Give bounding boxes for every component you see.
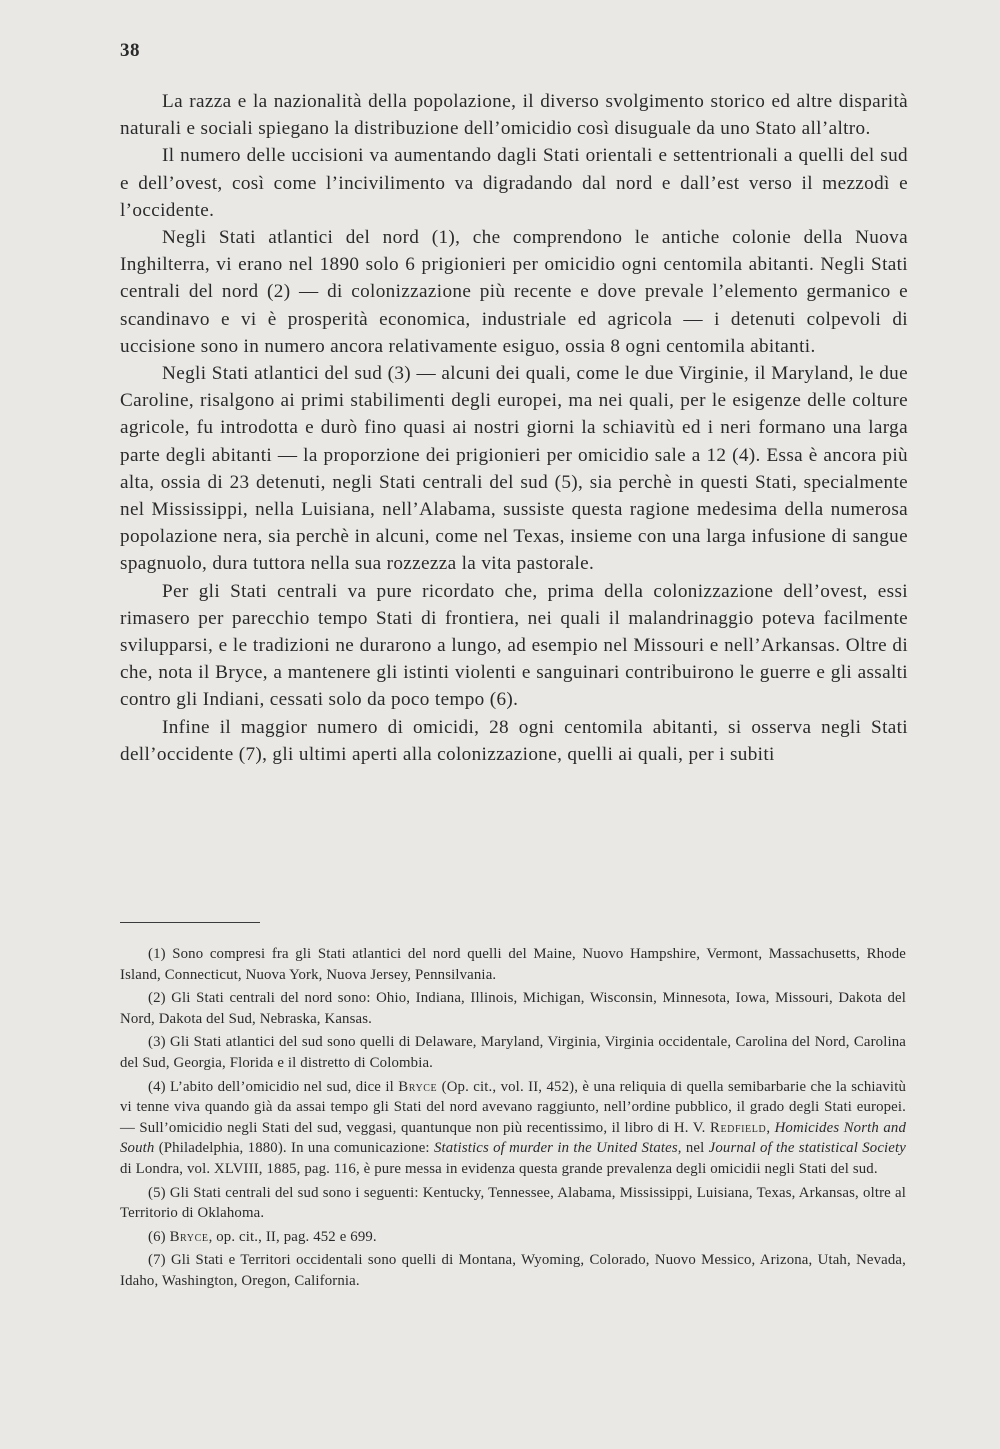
footnote-text: , [766, 1119, 775, 1136]
main-text [120, 88, 908, 768]
paragraph: Per gli Stati centrali va pure ricordato che, prima della colonizzazione dell’ovest, essi rimasero per parecchio tempo Stati di frontiera, nei quali il malandrinaggio poteva facilmente svilupparsi, e le tradizioni ne durarono a lungo, ad esempio nel Missouri e nell’Arkansas. Oltre di che, nota il Bryce, a mantenere gli istinti violenti e sanguinari contribuirono le guerre e gli assalti contro gli Indiani, cessati solo da poco tempo (6). [120, 580, 908, 711]
footnote-2: (2) Gli Stati centrali del nord sono: Ohio, Indiana, Illinois, Michigan, Wisconsin, Minnesota, Iowa, Missouri, Dakota del Nord, Dakota del Sud, Nebraska, Kansas. [120, 990, 906, 1027]
book-title: Homicides North and South [120, 1119, 907, 1157]
paragraph: Negli Stati atlantici del sud (3) — alcuni dei quali, come le due Virginie, il Maryland, le due Caroline, risalgono ai primi stabilimenti degli europei, ma nei quali, per le esigenze delle colture agricole, fu introdotta e durò fino quasi ai nostri giorni la schiavitù ed i neri formano una larga parte degli abitanti — la proporzione dei prigionieri per omicidio sale a 12 (4). Essa è ancora più alta, ossia di 23 detenuti, negli Stati centrali del sud (5), sia perchè in questi Stati, specialmente nel Mississippi, nella Luisiana, nell’Alabama, sussiste questa ragione medesima della numerosa popolazione nera, sia perchè in alcuni, come nel Texas, insieme con una larga infusione di sangue spagnuolo, dura tuttora nella sua rozzezza la vita pastorale. [120, 363, 908, 575]
paragraph: Infine il maggior numero di omicidi, 28 ogni centomila abitanti, si osserva negli Stati dell’occidente (7), gli ultimi aperti alla colonizzazione, quelli ai quali, per i subiti [120, 716, 908, 765]
author-name: Redfield [709, 1119, 767, 1136]
paragraph: Il numero delle uccisioni va aumentando dagli Stati orientali e settentrionali a quelli del sud e dell’ovest, così come l’incivilimento va digradando dal nord e dall’est verso il mezzodì e l’occidente. [120, 145, 908, 221]
author-name: Bryce [398, 1078, 438, 1095]
footnote-text: (Philadelphia, 1880). In una comunicazione: [154, 1140, 434, 1157]
footnote-5: (5) Gli Stati centrali del sud sono i seguenti: Kentucky, Tennessee, Alabama, Mississippi, Luisiana, Texas, Arkansas, oltre al Territorio di Oklahoma. [120, 1184, 906, 1222]
footnote-separator [120, 922, 260, 923]
journal-title: Journal of the statistical Society [708, 1140, 906, 1157]
footnotes [120, 944, 906, 1295]
footnote-text: , nel [677, 1140, 709, 1157]
paragraph: Negli Stati atlantici del nord (1), che comprendono le antiche colonie della Nuova Inghilterra, vi erano nel 1890 solo 6 prigionieri per omicidio ogni centomila abitanti. Negli Stati centrali del nord (2) — di colonizzazione più recente e dove prevale l’elemento germanico e scandinavo e vi è prosperità economica, industriale ed agricola — i detenuti colpevoli di uccisione sono in numero ancora relativamente esiguo, ossia 8 ogni centomila abitanti. [120, 227, 908, 357]
footnote-text: (4) L’abito dell’omicidio nel sud, dice il [148, 1078, 399, 1095]
footnote-text: (Op. cit., vol. II, 452), è una reliquia di quella semibarbarie che la schiavitù vi tenne viva quando già da assai tempo gli Stati del nord avevano raggiunto, nell’ordine pubblico, il grado degli Stati europei. — Sull’omicidio negli Stati del sud, veggasi, quantunque non più recentissimo, il libro di H. V. [120, 1078, 907, 1136]
footnote-3: (3) Gli Stati atlantici del sud sono quelli di Delaware, Maryland, Virginia, Virginia occidentale, Carolina del Nord, Carolina del Sud, Georgia, Florida e il distretto di Colombia. [120, 1034, 906, 1071]
paragraph: La razza e la nazionalità della popolazione, il diverso svolgimento storico ed altre disparità naturali e sociali spiegano la distribuzione dell’omicidio così disuguale da uno Stato all’altro. [120, 91, 908, 140]
footnote-1: (1) Sono compresi fra gli Stati atlantici del nord quelli del Maine, Nuovo Hampshire, Vermont, Massachusetts, Rhode Island, Connecticut, Nuova York, Nuova Jersey, Pennsilvania. [120, 946, 906, 983]
footnote-text: (6) [148, 1228, 170, 1245]
footnote-text: , op. cit., II, pag. 452 e 699. [208, 1228, 377, 1245]
article-title: Statistics of murder in the United States [433, 1140, 678, 1157]
page-number: 38 [120, 40, 140, 61]
footnote-7: (7) Gli Stati e Territori occidentali sono quelli di Montana, Wyoming, Colorado, Nuovo Messico, Arizona, Utah, Nevada, Idaho, Washington, Oregon, California. [120, 1252, 906, 1289]
footnote-4 [120, 1077, 906, 1180]
footnote-text: di Londra, vol. XLVIII, 1885, pag. 116, è pure messa in evidenza questa grande prevalenza degli omicidii negli Stati del sud. [120, 1160, 878, 1177]
author-name: Bryce [169, 1228, 209, 1245]
footnote-6 [120, 1227, 906, 1248]
